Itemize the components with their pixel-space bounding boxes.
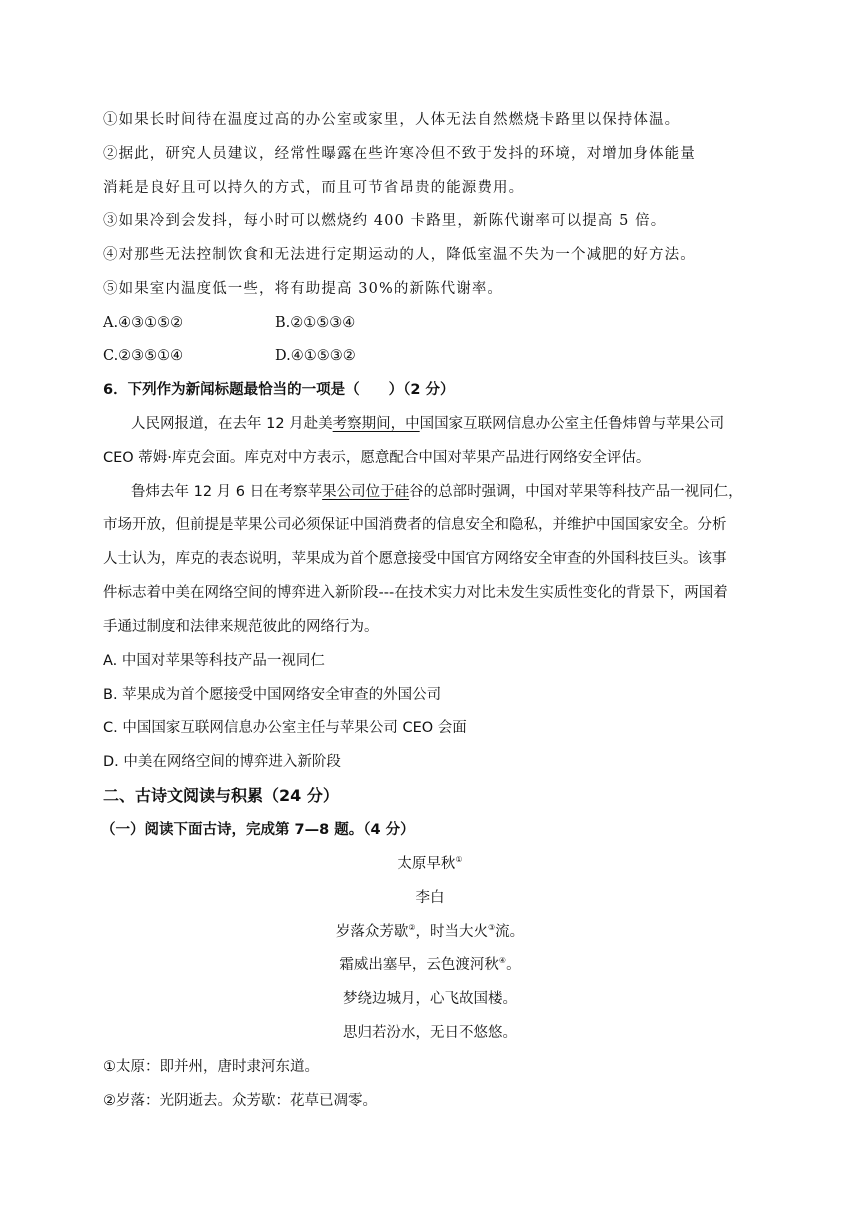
statement-1: ①如果长时间待在温度过高的办公室或家里，人体无法自然燃烧卡路里以保持体温。 bbox=[103, 112, 681, 128]
poem-text: 。 bbox=[506, 957, 521, 973]
ordering-option-c: C.②③⑤①④ bbox=[103, 348, 184, 364]
news-paragraph-2-line-5: 手通过制度和法律来规范彼此的网络行为。 bbox=[103, 619, 379, 635]
ordering-option-b: B.②①⑤③④ bbox=[275, 315, 356, 331]
ordering-option-d: D.④①⑤③② bbox=[275, 348, 356, 364]
poem-text: ，时当大火 bbox=[415, 924, 488, 940]
news-paragraph-2-line-1 bbox=[131, 482, 743, 502]
q6-option-d: D. 中美在网络空间的博弈进入新阶段 bbox=[103, 754, 341, 770]
footnote-marker: ③ bbox=[488, 923, 496, 933]
news-paragraph-2-line-4: 件标志着中美在网络空间的博弈进入新阶段---在技术实力对比未发生实质性变化的背景下，两国着 bbox=[103, 585, 728, 601]
question-6-stem: 6．下列作为新闻标题最恰当的一项是（ ）（2 分） bbox=[103, 382, 455, 398]
section-2-heading: 二、古诗文阅读与积累（24 分） bbox=[103, 786, 339, 805]
footnote-marker: ① bbox=[455, 855, 463, 865]
poem-line-3: 梦绕边城月，心飞故国楼。 bbox=[343, 991, 517, 1007]
footnote-marker: ④ bbox=[498, 956, 507, 966]
news-paragraph-2-line-3: 人士认为，库克的表态说明，苹果成为首个愿意接受中国官方网络安全审查的外国科技巨头。该事 bbox=[103, 551, 727, 567]
poem-text: 岁落众芳歇 bbox=[335, 924, 409, 940]
news-text: 国国家互联网信息办公室主任鲁炜曾与苹果公司 bbox=[419, 416, 725, 432]
poem-text: 霜威出塞早，云色渡河秋 bbox=[339, 957, 499, 973]
q6-option-a: A. 中国对苹果等科技产品一视同仁 bbox=[103, 653, 325, 669]
news-paragraph-1-line-2: CEO 蒂姆·库克会面。库克对中方表示，愿意配合中国对苹果产品进行网络安全评估。 bbox=[103, 450, 651, 466]
footnote-marker: ② bbox=[408, 923, 416, 933]
poem-line-1 bbox=[0, 922, 860, 942]
subsection-1-heading: （一）阅读下面古诗，完成第 7—8 题。（4 分） bbox=[101, 822, 415, 838]
q6-option-b: B. 苹果成为首个愿接受中国网络安全审查的外国公司 bbox=[103, 687, 442, 703]
news-text: 谷的总部时强调，中国对苹果等科技产品一视同仁， bbox=[409, 484, 743, 500]
statement-2-line-1: ②据此，研究人员建议，经常性曝露在些许寒冷但不致于发抖的环境，对增加身体能量 bbox=[103, 146, 696, 162]
ordering-option-a: A.④③①⑤② bbox=[103, 315, 184, 331]
statement-3: ③如果冷到会发抖，每小时可以燃烧约 400 卡路里，新陈代谢率可以提高 5 倍。 bbox=[103, 213, 667, 229]
poem-text: 流。 bbox=[495, 924, 525, 940]
poem-line-2 bbox=[0, 955, 860, 975]
news-paragraph-2-line-2: 市场开放，但前提是苹果公司必须保证中国消费者的信息安全和隐私，并维护中国国家安全。分析 bbox=[103, 517, 727, 533]
statement-2-line-2: 消耗是良好且可以持久的方式，而且可节省昂贵的能源费用。 bbox=[103, 180, 525, 196]
poem-title-text: 太原早秋 bbox=[397, 856, 456, 872]
news-text: 鲁炜去年 12 月 6 日在考察苹 bbox=[131, 484, 323, 500]
note-1: ①太原：即并州，唐时隶河东道。 bbox=[103, 1059, 319, 1075]
news-text: 人民网报道，在去年 12 月赴美 bbox=[131, 416, 333, 432]
note-2: ②岁落：光阴逝去。众芳歇：花草已凋零。 bbox=[103, 1093, 377, 1109]
statement-5: ⑤如果室内温度低一些，将有助提高 30%的新陈代谢率。 bbox=[103, 281, 504, 297]
poem-line-4: 思归若汾水，无日不悠悠。 bbox=[343, 1025, 517, 1041]
statement-4: ④对那些无法控制饮食和无法进行定期运动的人，降低室温不失为一个减肥的好方法。 bbox=[103, 247, 696, 263]
poem-author: 李白 bbox=[415, 890, 445, 906]
news-paragraph-1-line-1 bbox=[131, 414, 724, 434]
q6-option-c: C. 中国国家互联网信息办公室主任与苹果公司 CEO 会面 bbox=[103, 720, 467, 736]
poem-title bbox=[0, 854, 860, 874]
underlined-text: 果公司位于硅 bbox=[322, 484, 410, 500]
underlined-text: 考察期间，中 bbox=[332, 416, 420, 432]
